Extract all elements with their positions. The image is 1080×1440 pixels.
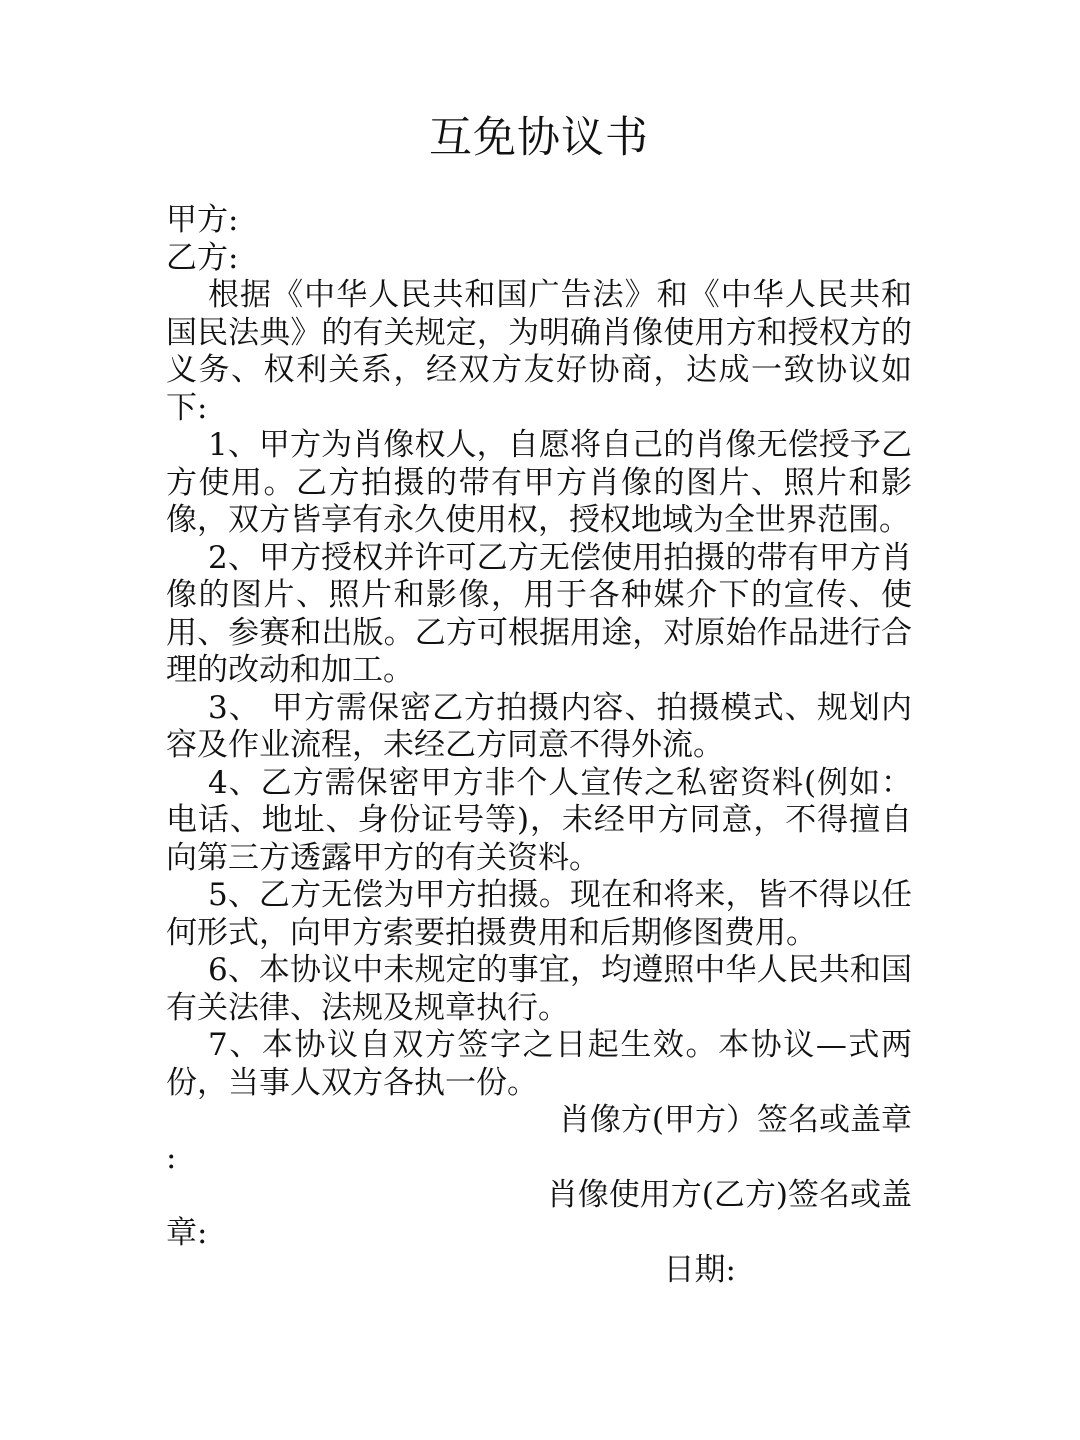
clause-1: 1、甲方为肖像权人，自愿将自己的肖像无偿授予乙方使用。乙方拍摄的带有甲方肖像的图片、照片和影像，双方皆享有永久使用权，授权地域为全世界范围。 <box>166 427 912 538</box>
signature-party-b-continuation: 章: <box>166 1214 208 1251</box>
intro-paragraph: 根据《中华人民共和国广告法》和《中华人民共和国民法典》的有关规定，为明确肖像使用方和授权方的义务、权利关系，经双方友好协商，达成一致协议如下: <box>166 277 912 426</box>
signature-party-a: 肖像方(甲方）签名或盖章 <box>558 1102 912 1138</box>
date-label: 日期: <box>663 1252 736 1288</box>
document-body <box>166 202 912 1290</box>
clause-7: 7、本协议自双方签字之日起生效。本协议—式两份，当事人双方各执一份。 <box>166 1027 912 1101</box>
party-a-label: 甲方: <box>166 202 239 238</box>
party-b-label: 乙方: <box>166 239 239 276</box>
signature-party-a-colon: : <box>166 1139 177 1176</box>
signature-party-b: 肖像使用方(乙方)签名或盖 <box>546 1177 912 1213</box>
clause-5: 5、乙方无偿为甲方拍摄。现在和将来，皆不得以任何形式，向甲方索要拍摄费用和后期修图费用。 <box>166 877 912 951</box>
clause-3: 3、 甲方需保密乙方拍摄内容、拍摄模式、规划内容及作业流程，未经乙方同意不得外流。 <box>166 689 912 763</box>
document-title: 互免协议书 <box>429 113 649 163</box>
clause-2: 2、甲方授权并许可乙方无偿使用拍摄的带有甲方肖像的图片、照片和影像，用于各种媒介下的宣传、使用、参赛和出版。乙方可根据用途，对原始作品进行合理的改动和加工。 <box>166 539 912 688</box>
clause-6: 6、本协议中未规定的事宜，均遵照中华人民共和国有关法律、法规及规章执行。 <box>166 952 912 1026</box>
clause-4: 4、乙方需保密甲方非个人宣传之私密资料(例如：电话、地址、身份证号等)，未经甲方同意，不得擅自向第三方透露甲方的有关资料。 <box>166 764 912 876</box>
